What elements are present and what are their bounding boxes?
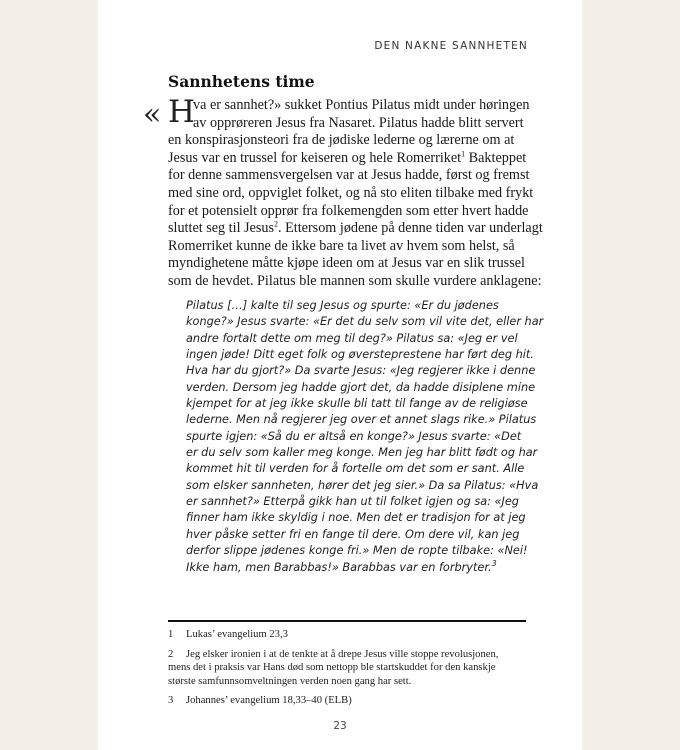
quote-line: hver påske setter fri en fange til dere. Om dere vil, kan jeg [186, 527, 520, 541]
quote-line: er du selv som kaller meg konge. Men jeg har blitt født og har [186, 446, 538, 460]
body-line: med sine ord, oppviglet folket, og nå sto eliten tilbake med frykt [168, 184, 534, 201]
quote-line: verden. Dersom jeg hadde gjort det, da hadde disiplene mine [186, 380, 536, 394]
footnote-number: 2 [168, 648, 174, 660]
footnote-number: 1 [168, 629, 174, 640]
quote-line [186, 560, 546, 576]
book-page [98, 0, 582, 750]
body-line: for denne sammensvergelsen var at Jesus hadde, først og fremst [168, 167, 530, 184]
quote-line: lederne. Men nå regjerer jeg over et annet slags rike.» Pilatus [186, 413, 537, 427]
section-heading: Sannhetens time [168, 72, 315, 91]
body-line: Romerriket kunne de ikke bare ta livet av hvem som helst, så [168, 237, 515, 254]
footnote-3 [168, 694, 538, 708]
quote-line-text: Ikke ham, men Barabbas!» Barabbas var en forbryter. [186, 560, 492, 574]
footnote-ref: 1 [461, 149, 466, 159]
block-quote [186, 298, 546, 576]
body-line: en konspirasjonsteori fra de jødiske lederne og lærerne om at [168, 132, 515, 149]
page-number: 23 [333, 720, 347, 732]
dropcap-letter: H [168, 94, 196, 130]
body-line: myndighetene måtte kjøpe ideen om at Jesus var en slik trussel [168, 255, 525, 272]
quote-line: er sannhet?» Etterpå gikk han ut til folket igjen og sa: «Jeg [186, 495, 519, 509]
quote-line: spurte igjen: «Så du er altså en konge?» Jesus svarte: «Det [186, 429, 522, 443]
body-line-text: Jesus var en trussel for keiseren og hele Romerriket [168, 149, 462, 166]
body-line-text: Bakteppet [465, 149, 527, 166]
footnote-text: Jeg elsker ironien i at de tenkte at å drepe Jesus ville stoppe revolusjonen, [186, 648, 499, 660]
body-line: av opprøreren Jesus fra Nasaret. Pilatus hadde blitt servert [193, 114, 524, 131]
quote-line: som elsker sannheten, hører det jeg sier.» Da sa Pilatus: «Hva [186, 478, 539, 492]
quote-line: ingen jøde! Ditt eget folk og øversteprestene har ført deg hit. [186, 348, 534, 362]
body-line: for et potensielt opprør fra folkemengden som etter hvert hadde [168, 202, 529, 219]
footnotes [168, 628, 538, 714]
footnote-ref: 2 [274, 219, 279, 229]
quote-line: finner ham ikke skyldig i noe. Men det er tradisjon for at jeg [186, 511, 526, 525]
dropcap-quote-mark: « [143, 97, 162, 132]
footnote-divider [168, 620, 526, 622]
quote-line: kommet hit til verden for å fortelle om det som er sant. Alle [186, 462, 525, 476]
footnote-line: største samfunnsomveltningen verden noen gang har sett. [168, 675, 412, 687]
footnote-text: Johannes’ evangelium 18,33–40 (ELB) [186, 695, 352, 707]
body-line-text: sluttet seg til Jesus [168, 220, 275, 237]
footnote-ref: 3 [491, 558, 497, 568]
quote-line: andre fortalt dette om meg til deg?» Pilatus sa: «Jeg er vel [186, 331, 518, 345]
footnote-text: Lukas’ evangelium 23,3 [186, 629, 288, 640]
quote-line: konge?» Jesus svarte: «Er det du selv som vil vite det, eller har [186, 315, 544, 329]
quote-line: Hva har du gjort?» Da svarte Jesus: «Jeg regjerer ikke i denne [186, 364, 536, 378]
running-head: DEN NAKNE SANNHETEN [374, 40, 528, 52]
body-line: som de hevdet. Pilatus ble mannen som skulle vurdere anklagene: [168, 272, 542, 289]
body-line: va er sannhet?» sukket Pontius Pilatus midt under høringen [193, 97, 530, 113]
body-line [168, 219, 543, 238]
body-line-text: . Ettersom jødene på denne tiden var underlagt [278, 220, 543, 237]
footnote-number: 3 [168, 695, 174, 707]
quote-line: derfor slippe jødenes konge fri.» Men de ropte tilbake: «Nei! [186, 544, 528, 558]
quote-line: Pilatus […] kalte til seg Jesus og spurte: «Er du jødenes [186, 299, 499, 312]
quote-line: kjempet for at jeg ikke skulle bli tatt til fange av de religiøse [186, 397, 528, 411]
footnote-1 [168, 628, 538, 642]
body-paragraph [168, 94, 543, 291]
footnote-line [168, 648, 538, 662]
footnote-line: mens det i praksis var Hans død som nettopp ble startskuddet for den kanskje [168, 662, 496, 674]
footnote-2 [168, 648, 538, 689]
body-line [168, 150, 540, 168]
